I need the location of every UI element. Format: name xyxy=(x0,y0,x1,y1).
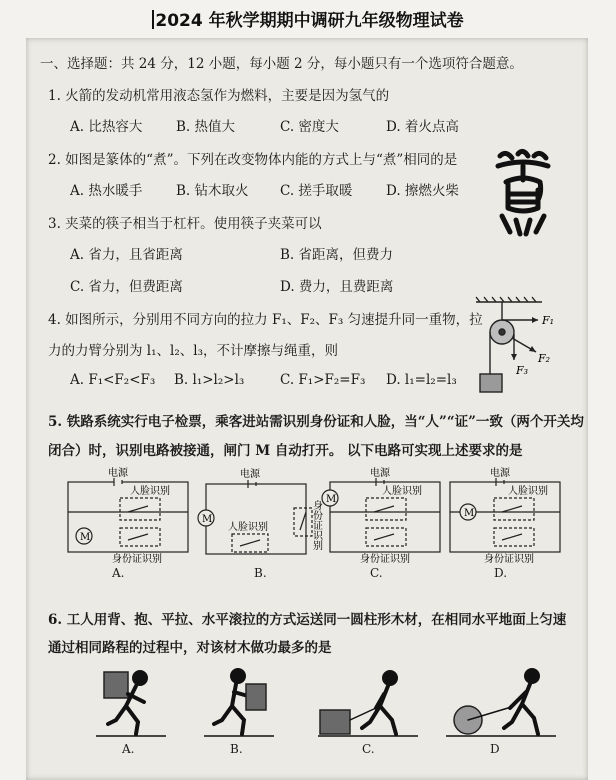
worker-figure-a xyxy=(96,668,166,738)
circuit-c xyxy=(326,470,446,565)
q3-option-d: D. 费力，且费距离 xyxy=(280,279,394,295)
exam-title-text: 2024 年秋学期期中调研九年级物理试卷 xyxy=(155,11,464,31)
circuit-b-id-label: 身份证识别 xyxy=(310,500,322,550)
q2-option-a: A. 热水暖手 xyxy=(70,183,143,199)
circuit-d-id-label: 身份证识别 xyxy=(484,554,534,565)
worker-figure-d xyxy=(446,668,556,738)
q5-stem-line1: 5. 铁路系统实行电子检票，乘客进站需识别身份证和人脸，当“人”“证”一致（两个开关均 xyxy=(48,414,584,430)
q2-stem: 2. 如图是篆体的“煮”。下列在改变物体内能的方式上与“煮”相同的是 xyxy=(48,152,458,168)
circuit-c-power-label: 电源 xyxy=(370,468,390,479)
circuit-d-motor-label: M xyxy=(464,508,475,519)
circuit-a-power-label: 电源 xyxy=(108,468,128,479)
circuit-c-motor-label: M xyxy=(326,494,337,505)
q4-option-c: C. F₁>F₂=F₃ xyxy=(280,372,366,388)
circuit-b-option: B. xyxy=(254,566,267,580)
pulley-diagram xyxy=(472,296,582,396)
force-label-f1: F₁ xyxy=(542,314,555,327)
exam-sheet xyxy=(26,38,588,780)
circuit-a xyxy=(64,470,194,565)
circuit-a-id-label: 身份证识别 xyxy=(112,554,162,565)
circuit-a-motor-label: M xyxy=(80,532,91,543)
worker-b-option: B. xyxy=(230,742,243,756)
q2-option-c: C. 搓手取暖 xyxy=(280,183,353,199)
circuit-c-id-label: 身份证识别 xyxy=(360,554,410,565)
q3-option-c: C. 省力，但费距离 xyxy=(70,279,183,295)
circuit-b-face-label: 人脸识别 xyxy=(228,522,268,533)
q6-stem-line1: 6. 工人用背、抱、平拉、水平滚拉的方式运送同一圆柱形木材，在相同水平地面上匀速 xyxy=(48,612,567,628)
q4-stem-line2: 力的力臂分别为 l₁、l₂、l₃，不计摩擦与绳重，则 xyxy=(48,343,338,359)
q2-option-b: B. 钻木取火 xyxy=(176,183,249,199)
seal-character-image xyxy=(492,146,554,238)
q4-stem-line1: 4. 如图所示，分别用不同方向的拉力 F₁、F₂、F₃ 匀速提升同一重物，拉 xyxy=(48,312,483,328)
circuit-c-option: C. xyxy=(370,566,383,580)
section-heading: 一、选择题：共 24 分，12 小题，每小题 2 分，每小题只有一个选项符合题意。 xyxy=(40,56,523,72)
q2-option-d: D. 擦燃火柴 xyxy=(386,183,459,199)
circuit-b xyxy=(198,470,328,565)
circuit-a-face-label: 人脸识别 xyxy=(130,486,170,497)
q1-option-a: A. 比热容大 xyxy=(70,119,143,135)
circuit-b-motor-label: M xyxy=(202,514,213,525)
q1-option-c: C. 密度大 xyxy=(280,119,339,135)
q6-stem-line2: 通过相同路程的过程中，对该材木做功最多的是 xyxy=(48,640,332,656)
circuit-c-face-label: 人脸识别 xyxy=(382,486,422,497)
force-label-f2: F₂ xyxy=(538,352,551,365)
circuit-d xyxy=(446,470,566,565)
q1-option-d: D. 着火点高 xyxy=(386,119,459,135)
q4-option-d: D. l₁=l₂=l₃ xyxy=(386,372,457,388)
exam-title xyxy=(0,6,616,31)
q1-stem: 1. 火箭的发动机常用液态氢作为燃料，主要是因为氢气的 xyxy=(48,88,390,104)
q3-option-a: A. 省力，且省距离 xyxy=(70,247,183,263)
circuit-a-option: A. xyxy=(112,566,125,580)
worker-figure-c xyxy=(318,668,418,738)
worker-figure-b xyxy=(204,668,274,738)
q5-stem-line2: 闭合）时，识别电路被接通，闸门 M 自动打开。 以下电路可实现上述要求的是 xyxy=(48,443,523,459)
worker-d-option: D xyxy=(490,742,500,756)
circuit-d-face-label: 人脸识别 xyxy=(508,486,548,497)
q4-option-b: B. l₁>l₂>l₃ xyxy=(174,372,245,388)
q1-option-b: B. 热值大 xyxy=(176,119,236,135)
q3-option-b: B. 省距离，但费力 xyxy=(280,247,394,263)
circuit-d-power-label: 电源 xyxy=(490,468,510,479)
circuit-b-power-label: 电源 xyxy=(240,469,260,480)
q3-stem: 3. 夹菜的筷子相当于杠杆。使用筷子夹菜可以 xyxy=(48,216,322,232)
q4-option-a: A. F₁<F₂<F₃ xyxy=(70,372,156,388)
circuit-d-option: D. xyxy=(494,566,508,580)
force-label-f3: F₃ xyxy=(516,364,529,377)
worker-a-option: A. xyxy=(122,742,135,756)
worker-c-option: C. xyxy=(362,742,375,756)
